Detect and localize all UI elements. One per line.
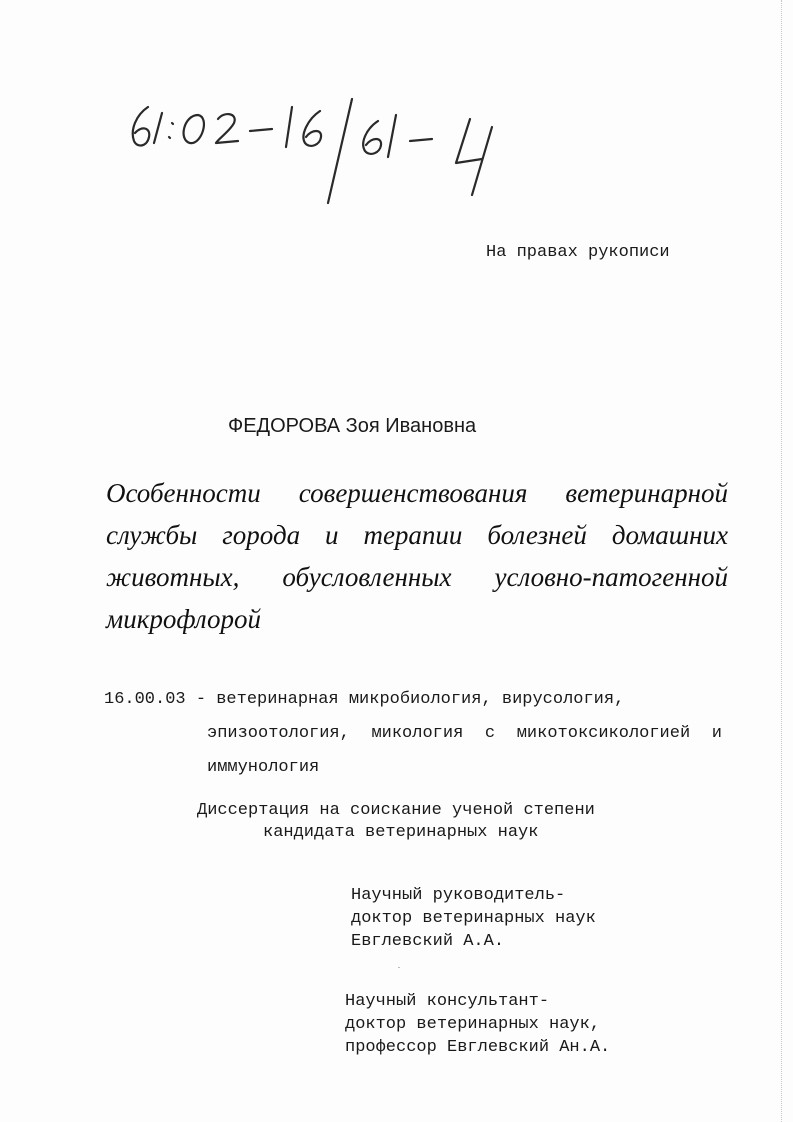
- specialty-line-1: 16.00.03 - ветеринарная микробиология, вирусология,: [104, 690, 625, 709]
- title-word: Особенности: [106, 478, 261, 508]
- specialty-word: микология: [371, 724, 464, 743]
- title-word: совершенствования: [298, 478, 528, 508]
- handwritten-code-drawing: [120, 85, 550, 215]
- title-word: обусловленных: [282, 562, 452, 592]
- scientific-consultant: [345, 990, 610, 1059]
- title-word: терапии: [363, 520, 463, 550]
- title-word: города: [222, 520, 301, 550]
- title-word: домашних: [611, 520, 728, 550]
- handwritten-archive-code: [120, 85, 550, 215]
- supervisor-name: Евглевский А.А.: [351, 932, 505, 951]
- dissertation-degree: [197, 800, 595, 844]
- scan-speck: [398, 967, 400, 968]
- title-word: животных,: [106, 562, 240, 592]
- title-word: службы: [106, 520, 198, 550]
- scan-edge-line: [781, 0, 783, 1122]
- scientific-supervisor: [351, 884, 596, 953]
- title-line-3: [106, 556, 728, 598]
- dissertation-title: [106, 472, 728, 640]
- specialty-code-block: [104, 683, 744, 785]
- title-word: микрофлорой: [106, 604, 261, 634]
- consultant-name: профессор Евглевский Ан.А.: [345, 1038, 611, 1057]
- title-word: ветеринарной: [565, 478, 728, 508]
- title-line-4: [106, 598, 728, 640]
- rights-notice: На правах рукописи: [486, 243, 670, 262]
- specialty-word: микотоксикологией: [516, 724, 691, 743]
- consultant-degree: доктор ветеринарных наук,: [345, 1015, 601, 1034]
- author-name: ФЕДОРОВА Зоя Ивановна: [228, 415, 477, 437]
- dissertation-line-2: кандидата ветеринарных наук: [263, 823, 539, 842]
- title-line-1: [106, 472, 728, 514]
- specialty-word: и: [711, 724, 722, 743]
- consultant-role: Научный консультант-: [345, 992, 550, 1011]
- specialty-line-3: иммунология: [207, 758, 320, 777]
- title-word: и: [325, 520, 339, 550]
- supervisor-degree: доктор ветеринарных наук: [351, 909, 596, 928]
- specialty-word: с: [484, 724, 496, 743]
- title-word: болезней: [487, 520, 587, 550]
- title-line-2: [106, 514, 728, 556]
- specialty-word: эпизоотология,: [207, 724, 350, 743]
- supervisor-role: Научный руководитель-: [351, 886, 566, 905]
- title-word: условно-патогенной: [494, 562, 728, 592]
- dissertation-line-1: Диссертация на соискание ученой степени: [197, 801, 595, 820]
- specialty-line-2: [207, 717, 722, 751]
